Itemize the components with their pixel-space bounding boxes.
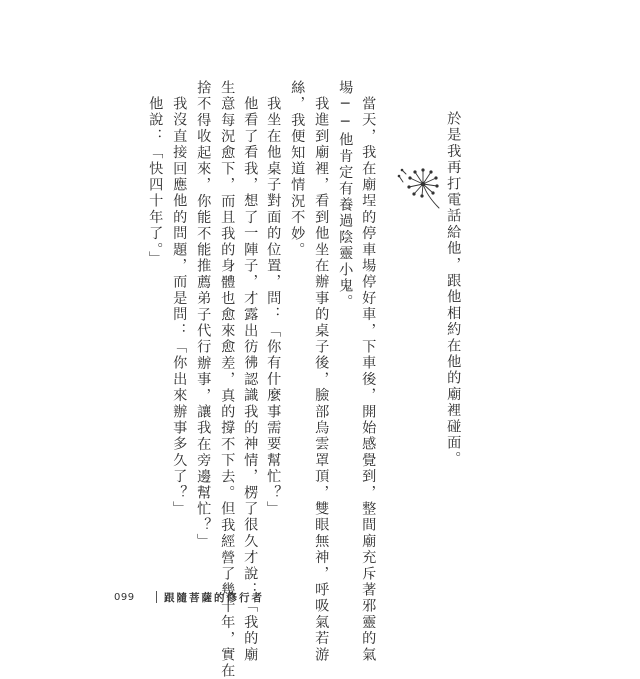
text-column-3: 場──他肯定有養過陰靈小鬼。 (337, 80, 354, 311)
text-column-2: 當天，我在廟埕的停車場停好車，下車後，開始感覺到，整間廟充斥著邪靈的氣 (360, 96, 377, 663)
footer-divider (156, 591, 157, 603)
text-column-1: 於是我再打電話給他，跟他相約在他的廟裡碰面。 (445, 111, 462, 468)
dandelion-icon (393, 162, 445, 214)
text-column-11: 他說：「快四十年了。」 (147, 96, 164, 268)
text-column-7: 他看了看我，想了一陣子，才露出彷彿認識我的神情，楞了很久才說：「我的廟 (242, 96, 259, 663)
text-column-5: 絲，我便知道情況不妙。 (289, 80, 306, 259)
text-column-10: 我沒直接回應他的問題，而是問：「你出來辦事多久了？」 (171, 96, 188, 518)
running-head: 跟隨菩薩的修行者 (164, 592, 264, 604)
text-column-8: 生意每況愈下，而且我的身體也愈來愈差，真的撐不下去。但我經營了幾十年，實在 (219, 80, 236, 679)
page-number: 099 (114, 592, 135, 603)
text-column-6: 我坐在他桌子對面的位置，問：「你有什麼事需要幫忙？」 (265, 96, 282, 518)
text-column-9: 捨不得收起來，你能不能推薦弟子代行辦事，讓我在旁邊幫忙？」 (195, 80, 212, 550)
text-column-4: 我進到廟裡，看到他坐在辦事的桌子後，臉部烏雲罩頂，雙眼無神，呼吸氣若游 (313, 96, 330, 663)
